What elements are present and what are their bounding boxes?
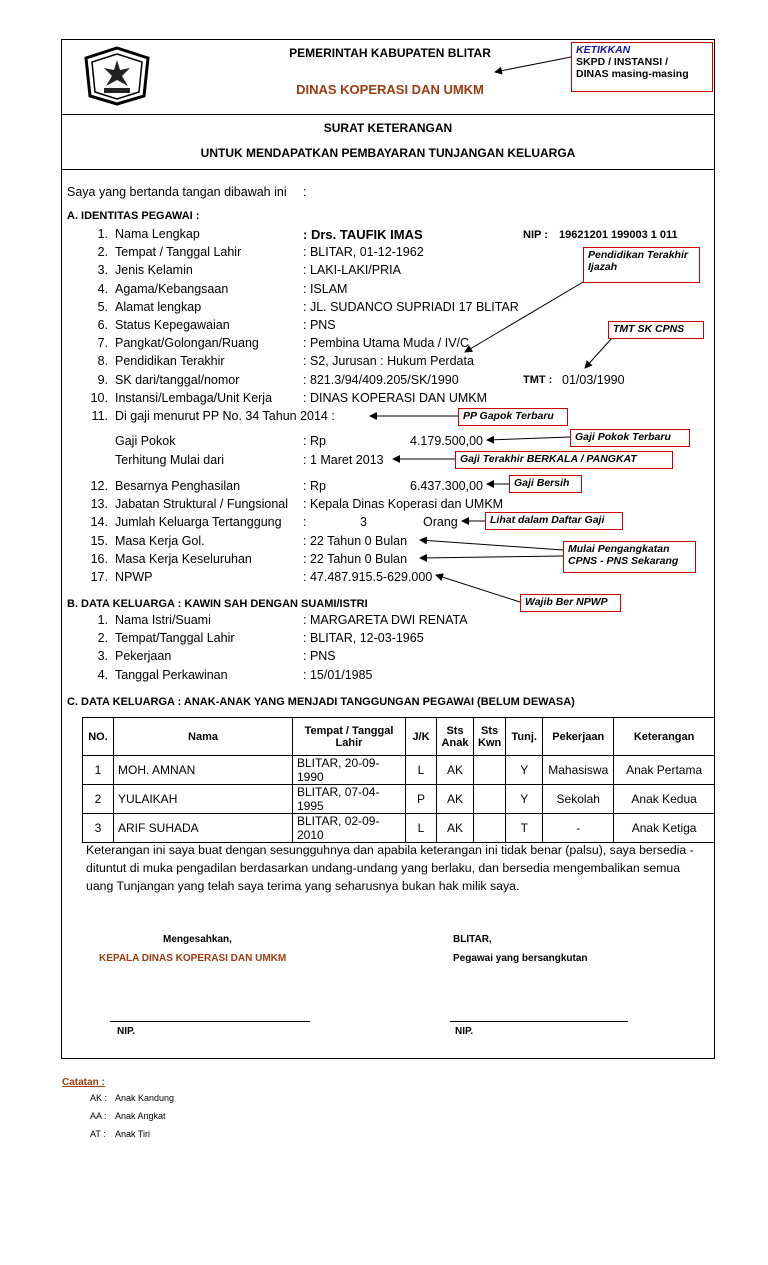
identitas-item-no: 12. [90,479,108,493]
cell-pekerjaan: Sekolah [543,785,614,814]
cell-ttl: BLITAR, 07-04-1995 [293,785,406,814]
identitas-item-value: : 22 Tahun 0 Bulan [303,551,408,566]
identitas-item-no: 4. [97,281,108,296]
note-text: Anak Kandung [115,1093,175,1103]
sign-left-title: Mengesahkan, [163,934,232,945]
cell-sts: AK [437,785,474,814]
terhitung-value: : 1 Maret 2013 [303,453,384,467]
identitas-item-no: 2. [97,245,108,260]
keluarga-unit: Orang [423,515,458,529]
identitas-item-label: Pangkat/Golongan/Ruang [115,336,259,351]
identitas-item-label: NPWP [115,570,153,584]
identitas-item-value: : 47.487.915.5-629.000 [303,570,433,584]
identitas-item-no: 16. [90,551,108,566]
identitas-item-value: : 821.3/94/409.205/SK/1990 [303,372,459,387]
identitas-item-no: 15. [90,533,108,548]
identitas-item-value: : Drs. TAUFIK IMAS [303,227,423,242]
keluarga-item-no: 4. [97,667,108,682]
gaji-pokok-colon: : Rp [303,434,326,448]
callout-tmt: TMT SK CPNS [608,321,704,339]
cell-sts: AK [437,756,474,785]
identitas-item-value: : PNS [303,318,336,332]
callout-gaji-pokok: Gaji Pokok Terbaru [570,429,690,447]
identitas-item-value: : S2, Jurusan : Hukum Perdata [303,354,474,369]
statement-line-3: uang Tunjangan yang telah saya terima yang seharusnya bukan hak milik saya. [86,879,520,893]
col-sts-anak: Sts Anak [437,718,474,756]
sign-left-nip: NIP. [117,1026,136,1037]
callout-gaji-bersih: Gaji Bersih [509,475,582,493]
cell-ket: Anak Ketiga [614,814,715,843]
cell-no: 2 [83,785,114,814]
cell-nama: ARIF SUHADA [114,814,293,843]
identitas-item-value: : ISLAM [303,281,348,296]
section-c-title: C. DATA KELUARGA : ANAK-ANAK YANG MENJADI TANGGUNGAN PEGAWAI (BELUM DEWASA) [67,696,575,708]
cell-pekerjaan: Mahasiswa [543,756,614,785]
cell-ket: Anak Kedua [614,785,715,814]
identitas-item-no: 3. [97,263,108,278]
keluarga-item-no: 1. [97,613,108,627]
header-dept: DINAS KOPERASI DAN UMKM [296,82,484,97]
identitas-item-label: Status Kepegawaian [115,318,230,332]
callout-npwp: Wajib Ber NPWP [520,594,621,612]
callout-mulai: Mulai Pengangkatan CPNS - PNS Sekarang [563,541,696,573]
keluarga-item-value: : BLITAR, 12-03-1965 [303,631,424,646]
cell-ttl: BLITAR, 02-09-2010 [293,814,406,843]
statement-line-1: Keterangan ini saya buat dengan sesungguhnya dan apabila keterangan ini tidak benar (palsu), saya bersedia - [86,843,694,857]
identitas-item-no: 8. [97,354,108,369]
cell-no: 1 [83,756,114,785]
identitas-item-no: 14. [90,515,108,530]
callout-pendidikan: Pendidikan Terakhir Ijazah [583,247,700,283]
keluarga-item-no: 3. [97,649,108,664]
intro-label: Saya yang bertanda tangan dibawah ini [67,185,287,199]
note-text: Anak Tiri [115,1129,151,1139]
sign-right-nip: NIP. [455,1026,474,1037]
identitas-item-label: Di gaji menurut PP No. 34 Tahun 2014 : [115,409,335,423]
identitas-item-value: : Kepala Dinas Koperasi dan UMKM [303,497,504,512]
doc-title: SURAT KETERANGAN [323,121,453,135]
callout-ketikkan: KETIKKAN SKPD / INSTANSI / DINAS masing-masing [571,42,713,92]
identitas-item-no: 11. [91,409,108,423]
note-code: AA : [90,1111,107,1121]
keluarga-count: 3 [360,515,367,529]
gaji-pokok-label: Gaji Pokok [115,434,176,448]
cell-nama: MOH. AMNAN [114,756,293,785]
identitas-item-value: : Rp [303,479,326,493]
gaji-pokok-value: 4.179.500,00 [410,434,483,448]
cell-tunj: Y [506,756,543,785]
identitas-item-label: Masa Kerja Keseluruhan [115,551,252,566]
section-b-title: B. DATA KELUARGA : KAWIN SAH DENGAN SUAMI/ISTRI [67,598,368,610]
col-tunj: Tunj. [506,718,543,756]
cell-ttl: BLITAR, 20-09-1990 [293,756,406,785]
identitas-item-label: Jumlah Keluarga Tertanggung [115,515,282,530]
identitas-item-no: 7. [97,336,108,351]
identitas-item-label: Jenis Kelamin [115,263,193,278]
sign-right-title: BLITAR, [453,934,492,945]
identitas-item-label: Tempat / Tanggal Lahir [115,245,242,260]
identitas-item-label: SK dari/tanggal/nomor [115,372,240,387]
cell-sts: AK [437,814,474,843]
sign-left-role: KEPALA DINAS KOPERASI DAN UMKM [99,953,287,964]
identitas-item-no: 1. [97,227,108,241]
notes-title: Catatan : [62,1077,105,1088]
callout-lihat: Lihat dalam Daftar Gaji [485,512,623,530]
callout-gaji-terakhir: Gaji Terakhir BERKALA / PANGKAT [455,451,673,469]
doc-subtitle: UNTUK MENDAPATKAN PEMBAYARAN TUNJANGAN KELUARGA [200,146,576,160]
cell-jk: L [406,756,437,785]
col-keterangan: Keterangan [614,718,715,756]
statement-line-2: dituntut di muka pengadilan berdasarkan undang-undang yang berlaku, dan bersedia mengembalikan semua [86,861,681,875]
keluarga-item-label: Tanggal Perkawinan [115,667,228,682]
identitas-item-value: : [303,515,307,530]
note-text: Anak Angkat [115,1111,166,1121]
keluarga-item-value: : PNS [303,649,336,664]
sign-right-role: Pegawai yang bersangkutan [453,953,588,964]
identitas-item-label: Pendidikan Terakhir [115,354,225,369]
col-pekerjaan: Pekerjaan [543,718,614,756]
tmt-value: 01/03/1990 [562,373,625,387]
identitas-item-label: Nama Lengkap [115,227,200,241]
cell-tunj: T [506,814,543,843]
identitas-item-no: 17. [90,570,108,584]
keluarga-item-value: : MARGARETA DWI RENATA [303,613,468,627]
keluarga-item-label: Tempat/Tanggal Lahir [115,631,235,646]
keluarga-item-no: 2. [97,631,108,646]
identitas-item-label: Masa Kerja Gol. [115,533,205,548]
cell-jk: L [406,814,437,843]
callout-pp-gapok: PP Gapok Terbaru [458,408,568,426]
identitas-item-no: 5. [97,299,108,314]
note-code: AK : [90,1093,108,1103]
col-jk: J/K [406,718,437,756]
col-sts-kwn: Sts Kwn [474,718,506,756]
identitas-item-label: Jabatan Struktural / Fungsional [115,497,289,512]
note-code: AT : [90,1129,106,1139]
nip-value: 19621201 199003 1 011 [559,229,678,241]
keluarga-item-label: Pekerjaan [115,649,172,664]
identitas-item-no: 9. [97,372,108,387]
penghasilan-value: 6.437.300,00 [410,479,483,493]
tmt-label: TMT : [523,374,553,386]
identitas-item-label: Alamat lengkap [115,299,202,314]
terhitung-label: Terhitung Mulai dari [115,453,225,467]
identitas-item-value: : BLITAR, 01-12-1962 [303,245,424,260]
keluarga-item-value: : 15/01/1985 [303,667,373,682]
nip-label: NIP : [523,229,548,241]
cell-nama: YULAIKAH [114,785,293,814]
cell-jk: P [406,785,437,814]
col-ttl: Tempat / Tanggal Lahir [293,718,406,756]
identitas-item-no: 10. [90,390,108,405]
keluarga-item-label: Nama Istri/Suami [115,613,211,627]
col-nama: Nama [114,718,293,756]
cell-ket: Anak Pertama [614,756,715,785]
identitas-item-value: : DINAS KOPERASI DAN UMKM [303,390,488,405]
identitas-item-no: 6. [97,318,108,332]
section-a-title: A. IDENTITAS PEGAWAI : [67,210,200,222]
cell-tunj: Y [506,785,543,814]
identitas-item-value: : 22 Tahun 0 Bulan [303,533,408,548]
identitas-item-no: 13. [90,497,108,512]
cell-pekerjaan: - [543,814,614,843]
header-gov: PEMERINTAH KABUPATEN BLITAR [289,46,491,60]
identitas-item-value: : Pembina Utama Muda / IV/C [303,336,470,351]
identitas-item-value: : LAKI-LAKI/PRIA [303,263,401,278]
identitas-item-label: Besarnya Penghasilan [115,479,241,493]
identitas-item-label: Instansi/Lembaga/Unit Kerja [115,390,273,405]
identitas-item-label: Agama/Kebangsaan [115,281,229,296]
identitas-item-value: : JL. SUDANCO SUPRIADI 17 BLITAR [303,299,519,314]
col-no: NO. [83,718,114,756]
cell-no: 3 [83,814,114,843]
intro-colon: : [303,185,307,199]
